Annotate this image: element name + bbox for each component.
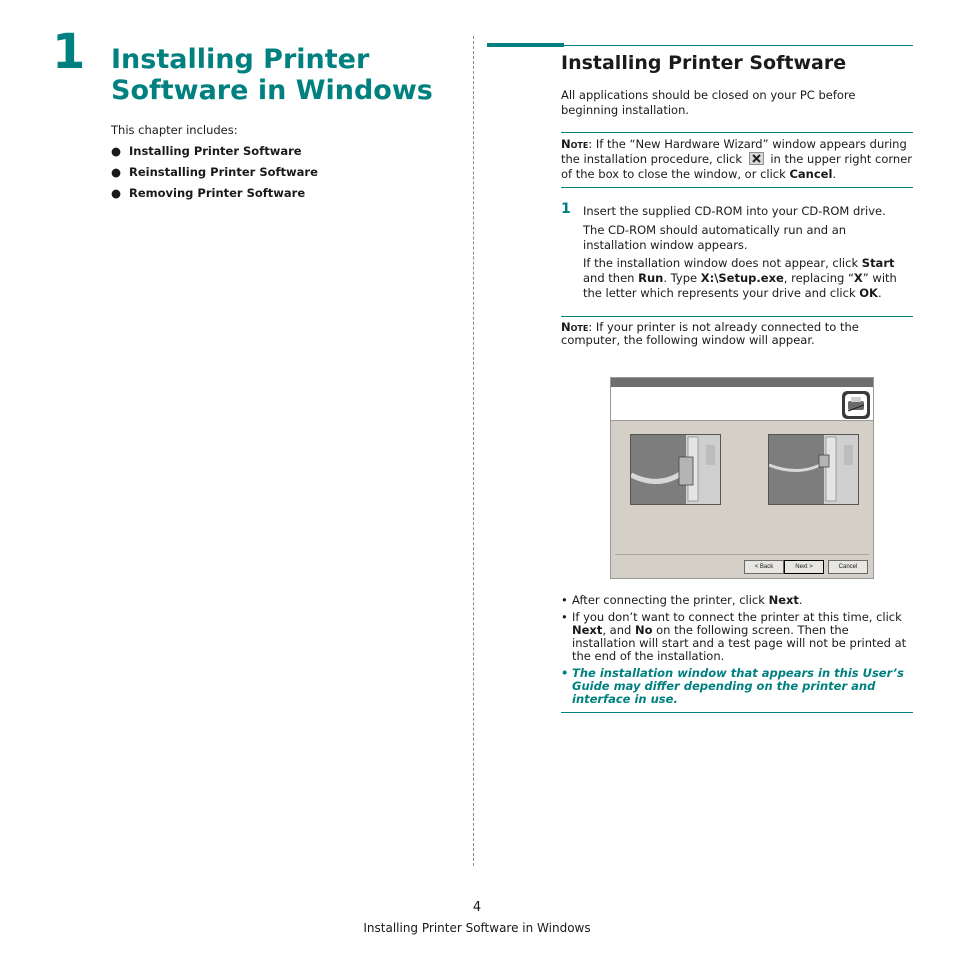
- page-number: 4: [472, 900, 482, 915]
- printer-logo-icon: [842, 391, 870, 419]
- step1-line2: The CD-ROM should automatically run and an installation window appears.: [583, 223, 847, 252]
- step1-line3: [583, 256, 913, 301]
- note-rule-bottom: [561, 187, 913, 188]
- parallel-cable-picture: [630, 434, 721, 505]
- note-text: .: [832, 167, 837, 181]
- notes-rule-bottom: [561, 712, 913, 713]
- note-text: : If the “New Hardware Wizard” window appears during the installation procedure, click: [561, 137, 907, 166]
- list-text: .: [798, 593, 803, 607]
- list-text: The installation window that appears in this User’s Guide may differ depending on the printer and interface in use.: [572, 666, 904, 706]
- column-divider: [473, 36, 474, 866]
- run-label: Run: [638, 271, 664, 285]
- dialog-separator: [615, 554, 869, 555]
- bullet-icon: •: [561, 610, 568, 624]
- chapter-number: 1: [52, 24, 86, 80]
- list-text: , and: [602, 623, 635, 637]
- setup-path: X:\Setup.exe: [700, 271, 784, 285]
- list-text: If you don’t want to connect the printer at this time, click: [572, 610, 902, 624]
- next-label: Next: [572, 623, 603, 637]
- chapter-title: Installing Printer Software in Windows: [111, 44, 433, 106]
- bullet-icon: ●: [111, 186, 122, 200]
- connection-notes: [561, 594, 913, 710]
- list-text: on the following screen. Then the installation will start and a test page will not be printed at the end of the installation.: [572, 623, 907, 663]
- step-text: , replacing “: [783, 271, 854, 285]
- chapter-intro: This chapter includes:: [111, 123, 238, 137]
- start-label: Start: [861, 256, 895, 270]
- note-text: : If your printer is not already connected to the computer, the following window will appear.: [561, 320, 859, 347]
- note-label: Note: [561, 320, 589, 334]
- next-button[interactable]: Next >: [784, 560, 824, 574]
- list-item: [561, 667, 913, 706]
- toc-item[interactable]: [111, 165, 318, 186]
- list-item: [561, 594, 913, 607]
- ok-label: OK: [859, 286, 878, 300]
- bullet-icon: ●: [111, 165, 122, 179]
- no-label: No: [634, 623, 653, 637]
- bullet-icon: ●: [111, 144, 122, 158]
- note-text: in the upper right corner of the box to close the window, or click: [561, 152, 913, 181]
- note-not-connected: [561, 321, 913, 347]
- section-title: Installing Printer Software: [561, 52, 847, 74]
- usb-cable-picture: [768, 434, 859, 505]
- list-item: [561, 611, 913, 663]
- note-label: Note: [561, 137, 589, 151]
- bullet-icon: •: [561, 666, 569, 680]
- section-rule: [564, 45, 913, 46]
- bullet-icon: •: [561, 593, 568, 607]
- chapter-toc: [111, 144, 318, 207]
- section-intro: All applications should be closed on your PC before beginning installation.: [561, 88, 856, 117]
- step-text: and then: [583, 271, 639, 285]
- dialog-header: [611, 387, 873, 421]
- step1-line1: Insert the supplied CD-ROM into your CD-ROM drive.: [583, 204, 886, 218]
- close-icon: [749, 152, 764, 165]
- step-text: . Type: [663, 271, 701, 285]
- note-rule-top: [561, 132, 913, 133]
- step-number: 1: [561, 201, 571, 217]
- note-hardware-wizard: [561, 137, 913, 182]
- toc-item[interactable]: [111, 144, 318, 165]
- step-text: If the installation window does not appear, click: [583, 256, 862, 270]
- cancel-label: Cancel: [789, 167, 833, 181]
- dialog-titlebar: [611, 378, 873, 387]
- toc-item-label: Removing Printer Software: [129, 186, 306, 200]
- back-button[interactable]: < Back: [744, 560, 784, 574]
- cancel-button[interactable]: Cancel: [828, 560, 868, 574]
- step-text: ” with the letter which represents your drive and click: [583, 271, 897, 300]
- step-text: .: [877, 286, 882, 300]
- footer-title: Installing Printer Software in Windows: [363, 921, 591, 935]
- list-text: After connecting the printer, click: [572, 593, 769, 607]
- section-rule-accent: [487, 43, 564, 47]
- drive-letter: X: [853, 271, 863, 285]
- toc-item-label: Installing Printer Software: [129, 144, 302, 158]
- installer-dialog-screenshot: [610, 377, 874, 579]
- toc-item-label: Reinstalling Printer Software: [129, 165, 318, 179]
- next-label: Next: [768, 593, 799, 607]
- toc-item[interactable]: [111, 186, 318, 207]
- note2-rule-top: [561, 316, 913, 317]
